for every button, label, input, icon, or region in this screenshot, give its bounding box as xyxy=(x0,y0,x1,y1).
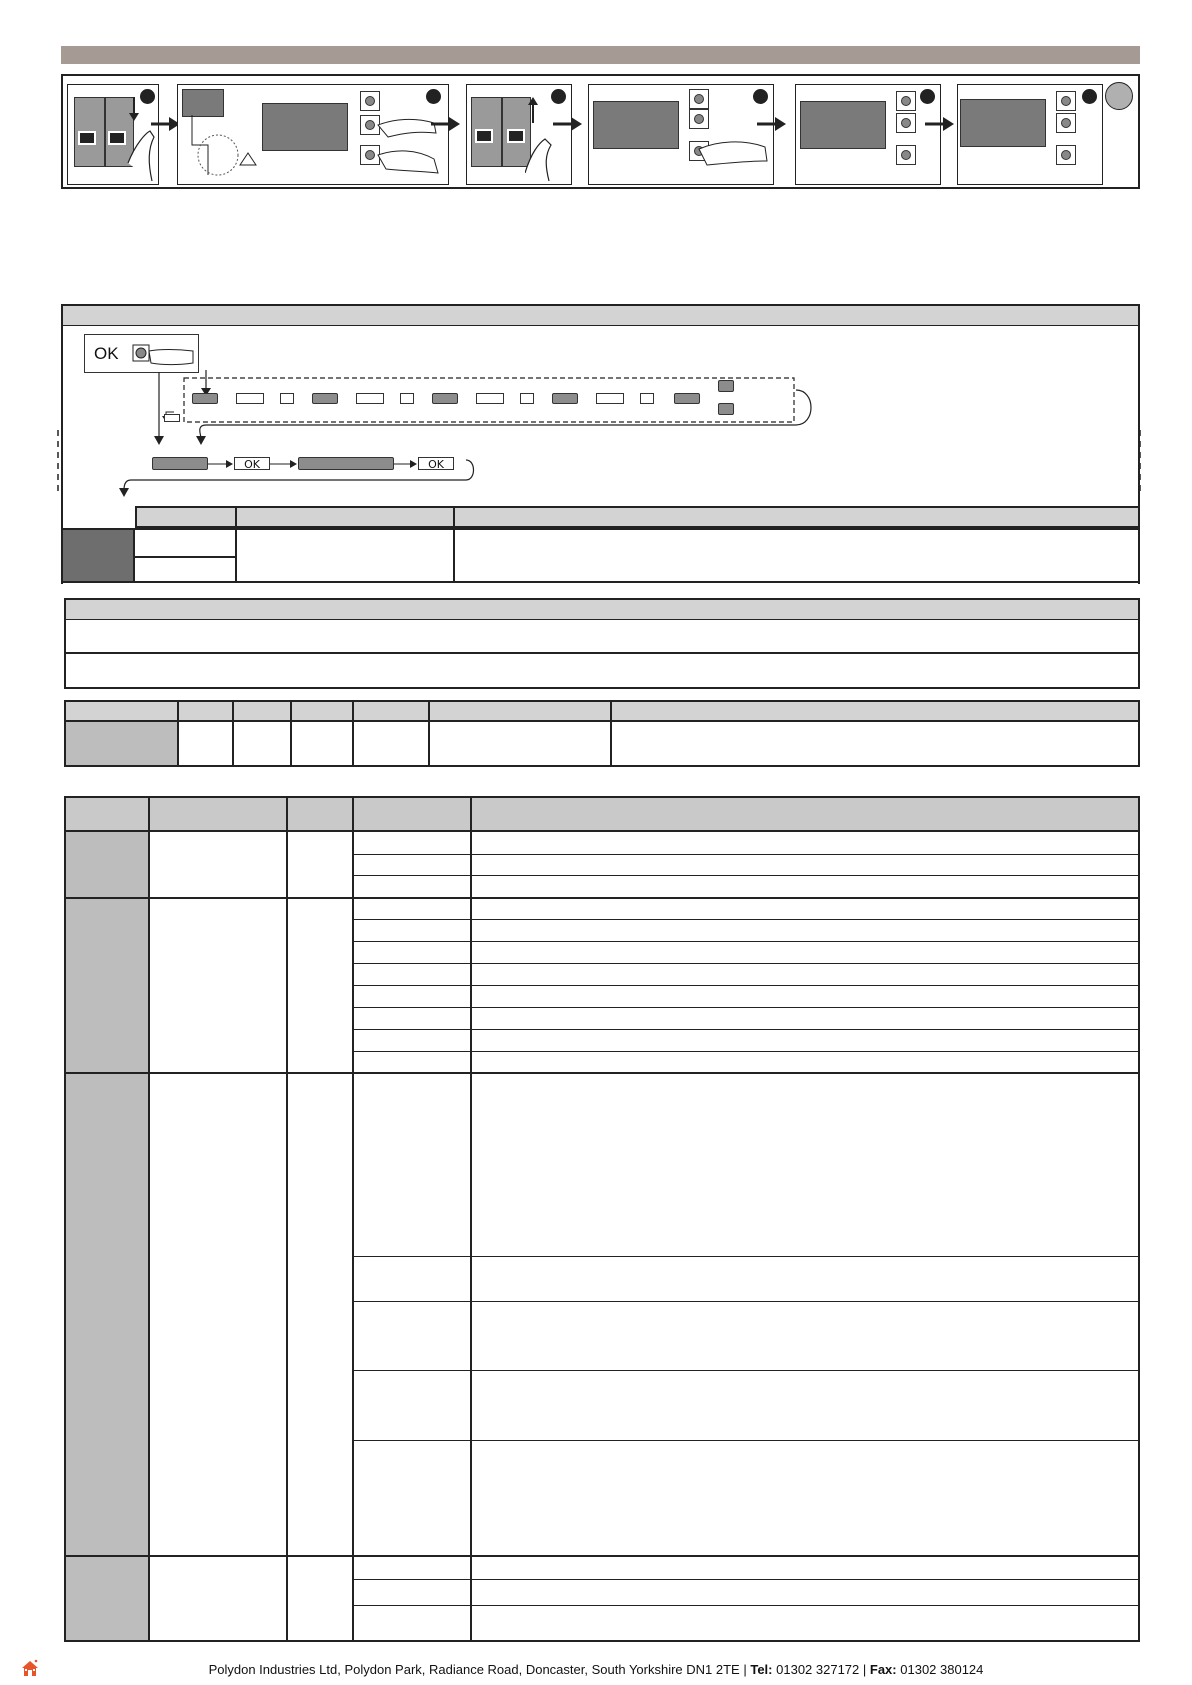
hand-pointer-icon xyxy=(126,93,156,183)
footer-tel-label: Tel: xyxy=(750,1662,773,1677)
hand-pointer-icon xyxy=(525,93,565,183)
ok-step-box: OK xyxy=(418,457,454,470)
footer-fax-label: Fax: xyxy=(869,1662,897,1677)
step-panel-5 xyxy=(795,84,941,185)
function-code-cell xyxy=(61,528,135,583)
group-divider xyxy=(66,1555,1138,1557)
step-marker-icon xyxy=(920,89,935,104)
control-button-up xyxy=(689,89,709,109)
footer-address: Polydon Industries Ltd, Polydon Park, Radiance Road, Doncaster, South Yorkshire DN1 2TE xyxy=(208,1662,740,1677)
function-display-pill xyxy=(152,457,208,470)
step-marker-icon xyxy=(426,89,441,104)
procedure-illustration-strip xyxy=(61,74,1140,189)
option-on-pill xyxy=(718,380,734,392)
notes-table xyxy=(64,598,1140,689)
option-off-pill xyxy=(718,403,734,415)
group-divider xyxy=(66,897,1138,899)
display-screen xyxy=(960,99,1046,147)
function-table xyxy=(61,506,1140,583)
final-step-marker-icon xyxy=(1105,82,1133,110)
arrow-keys-box xyxy=(476,393,504,404)
ok-step-box xyxy=(640,393,654,404)
control-button-ok xyxy=(1056,113,1076,133)
ok-key-box xyxy=(84,334,199,373)
parameter-detail-table xyxy=(64,796,1140,1642)
control-button-up xyxy=(1056,91,1076,111)
ok-key-label: OK xyxy=(94,344,119,363)
footer-tel: 01302 327172 xyxy=(776,1662,860,1677)
motor-unit-illustration xyxy=(182,89,224,117)
control-button-ok xyxy=(689,109,709,129)
step-marker-icon xyxy=(1082,89,1097,104)
parameter-detail-header xyxy=(66,798,1138,832)
display-screen xyxy=(593,101,679,149)
arrow-right-icon xyxy=(270,458,298,470)
page-footer: Polydon Industries Ltd, Polydon Park, Radiance Road, Doncaster, South Yorkshire DN1 2TE | Tel: 01302 327172 | Fax: 01302 380124 xyxy=(208,1662,984,1677)
menu-item-pill xyxy=(312,393,338,404)
finger-press-icon xyxy=(129,339,197,369)
control-button-up xyxy=(896,91,916,111)
menu-item-pill xyxy=(674,393,700,404)
arrow-keys-box xyxy=(356,393,384,404)
value-display-pill xyxy=(298,457,394,470)
arrow-right-icon xyxy=(208,458,234,470)
arrow-right-icon xyxy=(431,114,461,134)
arrow-keys-box xyxy=(236,393,264,404)
arrow-right-icon xyxy=(394,458,418,470)
display-screen xyxy=(800,101,886,149)
control-button-up xyxy=(360,91,380,111)
arrow-right-icon xyxy=(553,114,583,134)
group-divider xyxy=(66,1072,1138,1074)
step-panel-2 xyxy=(177,84,449,185)
parameter-group-column xyxy=(66,832,148,1640)
control-button-down xyxy=(1056,145,1076,165)
arrow-right-icon xyxy=(757,114,787,134)
step-panel-6 xyxy=(957,84,1103,185)
function-table-header xyxy=(135,506,1140,528)
programming-section-header xyxy=(63,306,1138,326)
section-title-band xyxy=(61,46,1140,64)
arrow-keys-box xyxy=(596,393,624,404)
notes-table-header xyxy=(66,600,1138,620)
menu-item-pill xyxy=(552,393,578,404)
display-screen xyxy=(262,103,348,151)
step-panel-4 xyxy=(588,84,774,185)
control-button-down xyxy=(896,145,916,165)
control-button-ok xyxy=(896,113,916,133)
step-marker-icon xyxy=(753,89,768,104)
menu-navigation-flow xyxy=(56,370,1146,500)
arrow-right-icon xyxy=(925,114,955,134)
ok-step-box xyxy=(280,393,294,404)
ok-step-box xyxy=(520,393,534,404)
ok-step-box xyxy=(400,393,414,404)
parameter-summary-label-cell xyxy=(66,722,178,765)
footer-fax: 01302 380124 xyxy=(900,1662,984,1677)
parameter-summary-header xyxy=(66,702,1138,722)
menu-item-pill xyxy=(432,393,458,404)
step-panel-3 xyxy=(466,84,572,185)
ok-step-box: OK xyxy=(234,457,270,470)
parameter-summary-table xyxy=(64,700,1140,767)
finger-press-icon xyxy=(693,135,773,181)
wiring-detail-illustration xyxy=(188,115,258,179)
menu-item-pill xyxy=(192,393,218,404)
step-panel-1 xyxy=(67,84,159,185)
arrow-keys-box xyxy=(164,414,180,422)
